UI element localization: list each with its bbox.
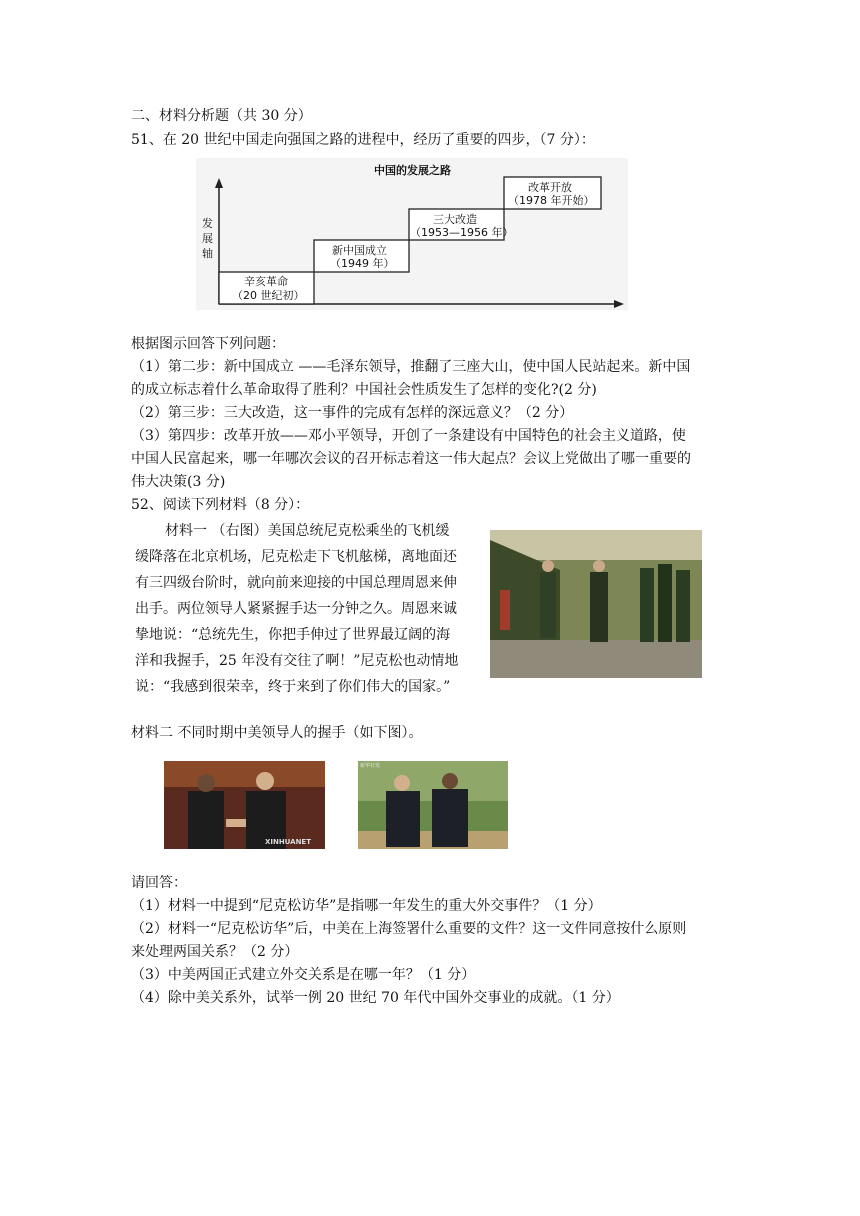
axis-label-1: 发 [202, 217, 213, 230]
material1-line-1: 材料一 （右图）美国总统尼克松乘坐的飞机缓 [165, 523, 450, 539]
material1-line-5: 挚地说：“总统先生，你把手伸过了世界最辽阔的海 [135, 627, 451, 643]
axis-label-2: 展 [202, 232, 213, 245]
material1-line-2: 缓降落在北京机场，尼克松走下飞机舷梯，离地面还 [135, 549, 457, 565]
photo1-watermark: XINHUANET [264, 838, 311, 846]
q51-prompt: 根据图示回答下列问题： [131, 336, 285, 352]
step-4-line1: 改革开放 [528, 181, 572, 194]
diagram-title: 中国的发展之路 [374, 164, 451, 177]
q51-intro: 51、在 20 世纪中国走向强国之路的进程中，经历了重要的四步，（7 分）： [131, 132, 595, 148]
step-1-line2: （20 世纪初） [232, 289, 305, 302]
q51-line-2: 的成立标志着什么革命取得了胜利？中国社会性质发生了怎样的变化?(2 分) [131, 382, 597, 398]
material1-line-4: 出手。两位领导人紧紧握手达一分钟之久。周恩来诚 [135, 601, 457, 617]
q51-line-4: （3）第四步：改革开放——邓小平领导，开创了一条建设有中国特色的社会主义道路，使 [131, 428, 686, 444]
step-3-line1: 三大改造 [433, 213, 477, 226]
q51-line-1: （1）第二步：新中国成立 ——毛泽东领导，推翻了三座大山，使中国人民站起来。新中国 [131, 359, 691, 375]
step-1-line1: 辛亥革命 [244, 275, 288, 288]
q52-question-3: （3）中美两国正式建立外交关系是在哪一年？（1 分） [131, 967, 476, 983]
xi-obama-handshake-photo [358, 761, 508, 849]
q51-line-3: （2）第三步：三大改造，这一事件的完成有怎样的深远意义？（2 分） [131, 405, 574, 421]
material1-line-7: 说：“我感到很荣幸，终于来到了你们伟大的国家。” [135, 679, 451, 695]
photo2-watermark: 新华社发 [360, 763, 381, 769]
step-3-line2: （1953—1956 年） [410, 226, 514, 239]
q52-question-4: （4）除中美关系外，试举一例 20 世纪 70 年代中国外交事业的成就。（1 分） [131, 990, 620, 1006]
q52-question-1: （1）材料一中提到“尼克松访华”是指哪一年发生的重大外交事件？（1 分） [131, 898, 602, 914]
step-4-line2: （1978 年开始） [508, 194, 595, 207]
development-path-diagram [196, 158, 628, 310]
q51-line-5: 中国人民富起来，哪一年哪次会议的召开标志着这一伟大起点？会议上党做出了哪一重要的 [131, 451, 691, 467]
material1-line-6: 洋和我握手，25 年没有交往了啊！”尼克松也动情地 [135, 653, 459, 669]
material1-line-3: 有三四级台阶时，就向前来迎接的中国总理周恩来伸 [135, 575, 457, 591]
step-2-line1: 新中国成立 [332, 244, 387, 257]
q52-question-2b: 来处理两国关系？（2 分） [131, 944, 299, 960]
axis-label-3: 轴 [202, 247, 213, 260]
q52-question-2a: （2）材料一“尼克松访华”后，中美在上海签署什么重要的文件？这一文件同意按什么原则 [131, 921, 687, 937]
q52-intro: 52、阅读下列材料（8 分）： [131, 497, 310, 513]
step-2-line2: （1949 年） [330, 257, 395, 270]
q52-prompt: 请回答： [131, 875, 187, 891]
nixon-zhou-handshake-photo [490, 530, 702, 678]
q51-line-6: 伟大决策(3 分) [131, 474, 226, 490]
obama-hu-handshake-photo [164, 761, 325, 849]
section-title: 二、材料分析题（共 30 分） [131, 108, 312, 124]
material2-line: 材料二 不同时期中美领导人的握手（如下图）。 [131, 725, 423, 741]
